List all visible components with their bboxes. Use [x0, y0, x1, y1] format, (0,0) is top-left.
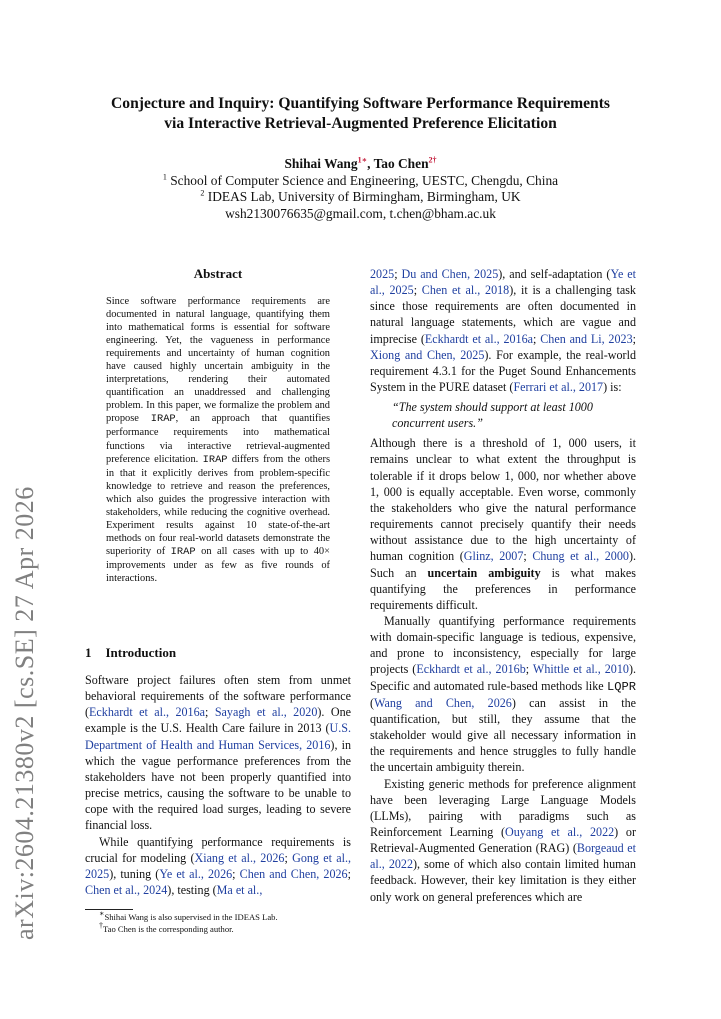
citation-link[interactable]: Du and Chen, 2025 [401, 267, 499, 281]
citation-link[interactable]: U.S. Department of Health and Human Services, 2016 [85, 721, 351, 752]
citation-link[interactable]: Eckhardt et al., 2016b [416, 662, 526, 677]
footnotes [85, 909, 351, 935]
citation-link[interactable]: Chen et al., 2024 [85, 883, 168, 898]
citation-link[interactable]: Chen and Li, 2023 [540, 331, 633, 346]
citation-link[interactable]: Xiang et al., 2026 [194, 850, 285, 865]
author-name-1: Shihai Wang [284, 156, 358, 171]
footnote-divider [85, 909, 133, 910]
method-name: LQPR [606, 679, 636, 694]
citation-link[interactable]: Eckhardt et al., 2016a [89, 705, 206, 720]
footnote-2: †Tao Chen is the corresponding author. [99, 920, 234, 934]
author-1-marks: 1∗ [357, 155, 368, 165]
author-2-marks: 2† [428, 155, 437, 165]
citation-link[interactable]: Chung et al., 2000 [532, 549, 629, 564]
citation-link[interactable]: Gong et al., 2025 [85, 850, 351, 881]
author-name-2: Tao Chen [373, 156, 429, 171]
citation-link[interactable]: Whittle et al., 2010 [532, 662, 629, 677]
citation-link[interactable]: Chen et al., 2018 [421, 283, 510, 298]
paragraph: Software project failures often stem from unmet behavioral requirements of the software performance (Eckhardt et al., 2016a; Sayagh et al., 2020). One example is the U.S. Health Care failure in 2013 (U.S. Department of Health and Human Services, 2016), in which the vague performance preferences from the stakeholders have not been properly quantified into precise metrics, causing the software to be unable to cope with the required load surges, leading to severe financial loss. [85, 673, 352, 833]
citation-link[interactable]: Sayagh et al., 2020 [214, 705, 318, 720]
paragraph: While quantifying performance requirements is crucial for modeling (Xiang et al., 2026; Gong et al., 2025), tuning (Ye et al., 2026; Chen and Chen, 2026; Chen et al., 2024), testing (Ma et al., [85, 834, 351, 898]
paper-title [60, 94, 661, 134]
citation-link[interactable]: Xiong and Chen, 2025 [370, 347, 485, 362]
left-column-body [85, 672, 351, 898]
citation-link[interactable]: Ferrari et al., 2017 [513, 380, 604, 395]
paragraph: Although there is a threshold of 1, 000 users, it remains unclear to what extent the throughput is tolerable if it drops below 1, 000, nor whether above 1, 000 is equally acceptable. Even worse, commonly the stakeholders who give the natural performance requirements cannot precisely quantify their needs without assistance due to the high uncertainty of human cognition (Glinz, 2007; Chung et al., 2000). Such an uncertain ambiguity is what makes quantifying the preferences in performance requirements difficult. [370, 436, 636, 612]
arxiv-identifier-stamp: arXiv:2604.21380v2 [cs.SE] 27 Apr 2026 [10, 486, 39, 940]
citation-link[interactable]: Ma et al., [216, 883, 263, 898]
author-names: Shihai Wang$^{1∗}$, Tao Chen$^{2\dagger}$ [284, 155, 437, 171]
paragraph: Manually quantifying performance requirements with domain-specific language is tedious, expensive, and prone to inconsistency, especially for large projects (Eckhardt et al., 2016b; Whittle et al., 2010). Specific and automated rule-based methods like LQPR (Wang and Chen, 2026) can assist in the quantification, but still, they assume that the stakeholder would give all necessary information in the requirements and hence struggles to fully handle the uncertain ambiguity therein. [370, 613, 636, 775]
citation-link[interactable]: Ye et al., 2025 [370, 267, 636, 298]
paragraph: 2025; Du and Chen, 2025), and self-adaptation (Ye et al., 2025; Chen et al., 2018), it is a challenging task since those requirements are often documented in natural language statements, which are vague and imprecise (Eckhardt et al., 2016a; Chen and Li, 2023; Xiong and Chen, 2025). For example, the real-world requirement 4.3.1 for the Puget Sound Enhancements System in the PURE dataset (Ferrari et al., 2017) is: [370, 267, 636, 395]
footnote-1: ∗Shihai Wang is also supervised in the IDEAS Lab. [99, 909, 278, 922]
citation-link[interactable]: Wang and Chen, 2026 [374, 695, 512, 710]
author-emails: wsh2130076635@gmail.com, t.chen@bham.ac.uk [225, 205, 496, 221]
section-heading-introduction: 1 Introduction [85, 645, 177, 660]
citation-link[interactable]: Glinz, 2007 [463, 549, 524, 564]
abstract-heading: Abstract [193, 266, 243, 281]
author-block [60, 156, 661, 222]
paragraph: Existing generic methods for preference alignment have been leveraging Large Language Models (LLMs), pairing with paradigms such as Reinforcement Learning (Ouyang et al., 2022) or Retrieval-Augmented Generation (RAG) (Borgeaud et al., 2022), some of which also contain limited human feedback. However, their key limitation is they either only work on general preferences which are [370, 776, 636, 904]
title-line-1: Conjecture and Inquiry: Quantifying Software Performance Requirements [111, 95, 610, 112]
citation-link[interactable]: Ye et al., 2026 [159, 866, 233, 881]
affiliation-2: $^2$ IDEAS Lab, University of Birmingham, Birmingham, UK [200, 188, 521, 204]
abstract-text: Since software performance requirements are documented in natural language, quantifying them into mathematical forms is essential for software engineering. Yet, the vagueness in performance requirements and uncertainty of human cognition have caused highly uncertain ambiguity in the interpretations, rendering their automated quantification an unaddressed and challenging problem. In this paper, we formalize the problem and propose IRAP, an approach that quantifies performance requirements into mathematical functions via interactive retrieval-augmented preference elicitation. IRAP differs from the others in that it explicitly derives from problem-specific knowledge to retrieve and reason the preferences, which also guides the progressive interaction with stakeholders, while reducing the cognitive overhead. Experiment results against 10 state-of-the-art methods on four real-world datasets demonstrate the superiority of IRAP on all cases with up to 40× improvements under as few as five rounds of interactions. [106, 296, 330, 584]
affiliation-1: $^1$ School of Computer Science and Engineering, UESTC, Chengdu, China [162, 172, 559, 188]
right-column-body [370, 266, 636, 905]
citation-link[interactable]: 2025 [370, 267, 395, 281]
citation-link[interactable]: Borgeaud et al., 2022 [370, 841, 636, 872]
title-line-2: via Interactive Retrieval-Augmented Preference Elicitation [164, 115, 557, 132]
citation-link[interactable]: Eckhardt et al., 2016a [424, 331, 534, 346]
citation-link[interactable]: Chen and Chen, 2026 [239, 866, 348, 881]
requirement-quote: “The system should support at least 1000 concurrent users.” [392, 400, 593, 431]
emphasis-term: uncertain ambiguity [427, 565, 541, 580]
citation-link[interactable]: Ouyang et al., 2022 [505, 825, 615, 839]
